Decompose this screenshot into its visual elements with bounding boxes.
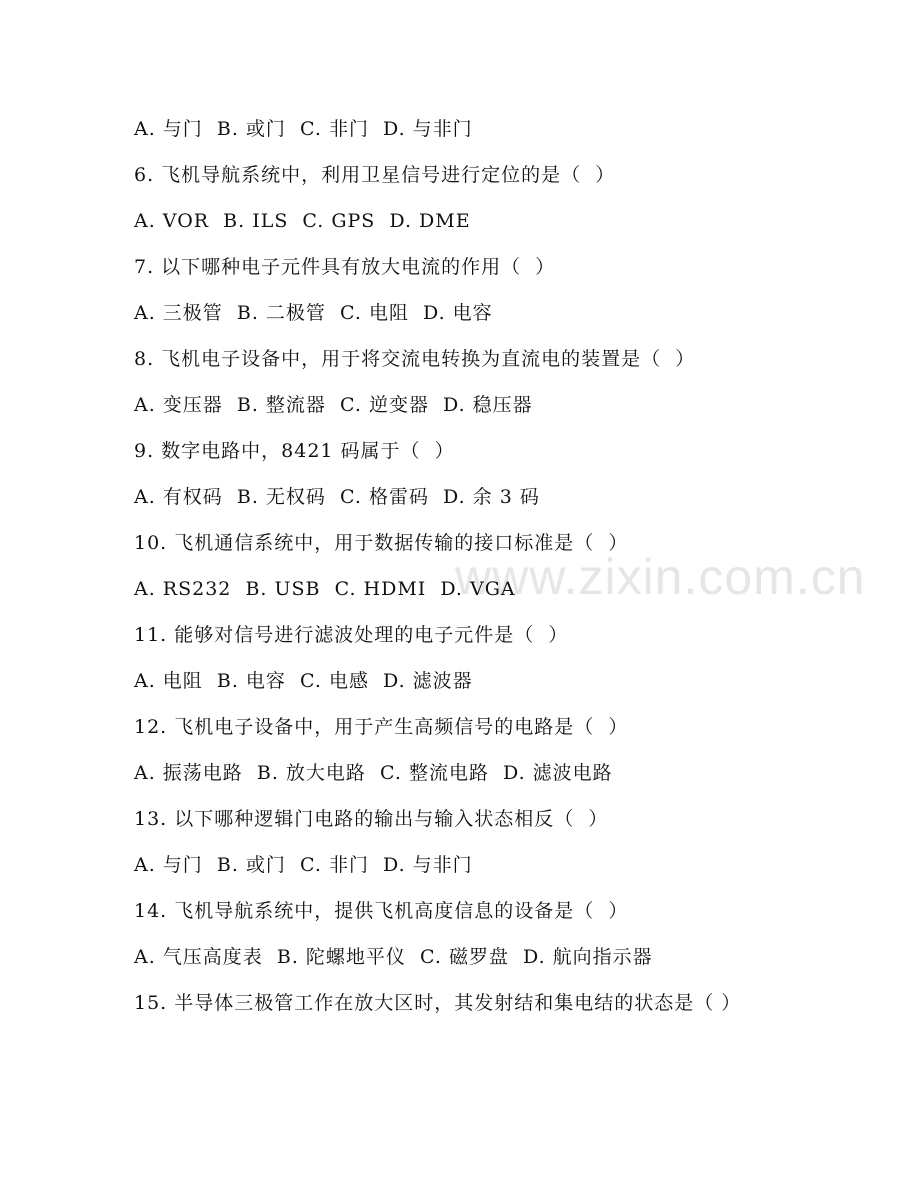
options-line: A. 与门 B. 或门 C. 非门 D. 与非门: [134, 854, 473, 876]
question-8: 8. 飞机电子设备中，用于将交流电转换为直流电的装置是（ ）: [134, 348, 696, 370]
question-15: 15. 半导体三极管工作在放大区时，其发射结和集电结的状态是（ ）: [134, 992, 742, 1014]
options-line: A. 振荡电路 B. 放大电路 C. 整流电路 D. 滤波电路: [134, 762, 613, 784]
options-line: A. 电阻 B. 电容 C. 电感 D. 滤波器: [134, 670, 473, 692]
options-line: A. 有权码 B. 无权码 C. 格雷码 D. 余 3 码: [134, 486, 540, 508]
options-line: A. RS232 B. USB C. HDMI D. VGA: [134, 578, 516, 600]
options-line: A. VOR B. ILS C. GPS D. DME: [134, 210, 471, 232]
options-line: A. 与门 B. 或门 C. 非门 D. 与非门: [134, 118, 473, 140]
question-10: 10. 飞机通信系统中，用于数据传输的接口标准是（ ）: [134, 532, 629, 554]
options-line: A. 气压高度表 B. 陀螺地平仪 C. 磁罗盘 D. 航向指示器: [134, 946, 653, 968]
question-14: 14. 飞机导航系统中，提供飞机高度信息的设备是（ ）: [134, 900, 629, 922]
question-list: [134, 106, 774, 1026]
question-6: 6. 飞机导航系统中，利用卫星信号进行定位的是（ ）: [134, 164, 616, 186]
question-11: 11. 能够对信号进行滤波处理的电子元件是（ ）: [134, 624, 569, 646]
options-line: A. 三极管 B. 二极管 C. 电阻 D. 电容: [134, 302, 493, 324]
options-line: A. 变压器 B. 整流器 C. 逆变器 D. 稳压器: [134, 394, 533, 416]
question-12: 12. 飞机电子设备中，用于产生高频信号的电路是（ ）: [134, 716, 629, 738]
question-9: 9. 数字电路中，8421 码属于（ ）: [134, 440, 455, 462]
question-13: 13. 以下哪种逻辑门电路的输出与输入状态相反（ ）: [134, 808, 609, 830]
watermark: www.zixin.com.cn: [455, 549, 866, 605]
question-7: 7. 以下哪种电子元件具有放大电流的作用（ ）: [134, 256, 556, 278]
